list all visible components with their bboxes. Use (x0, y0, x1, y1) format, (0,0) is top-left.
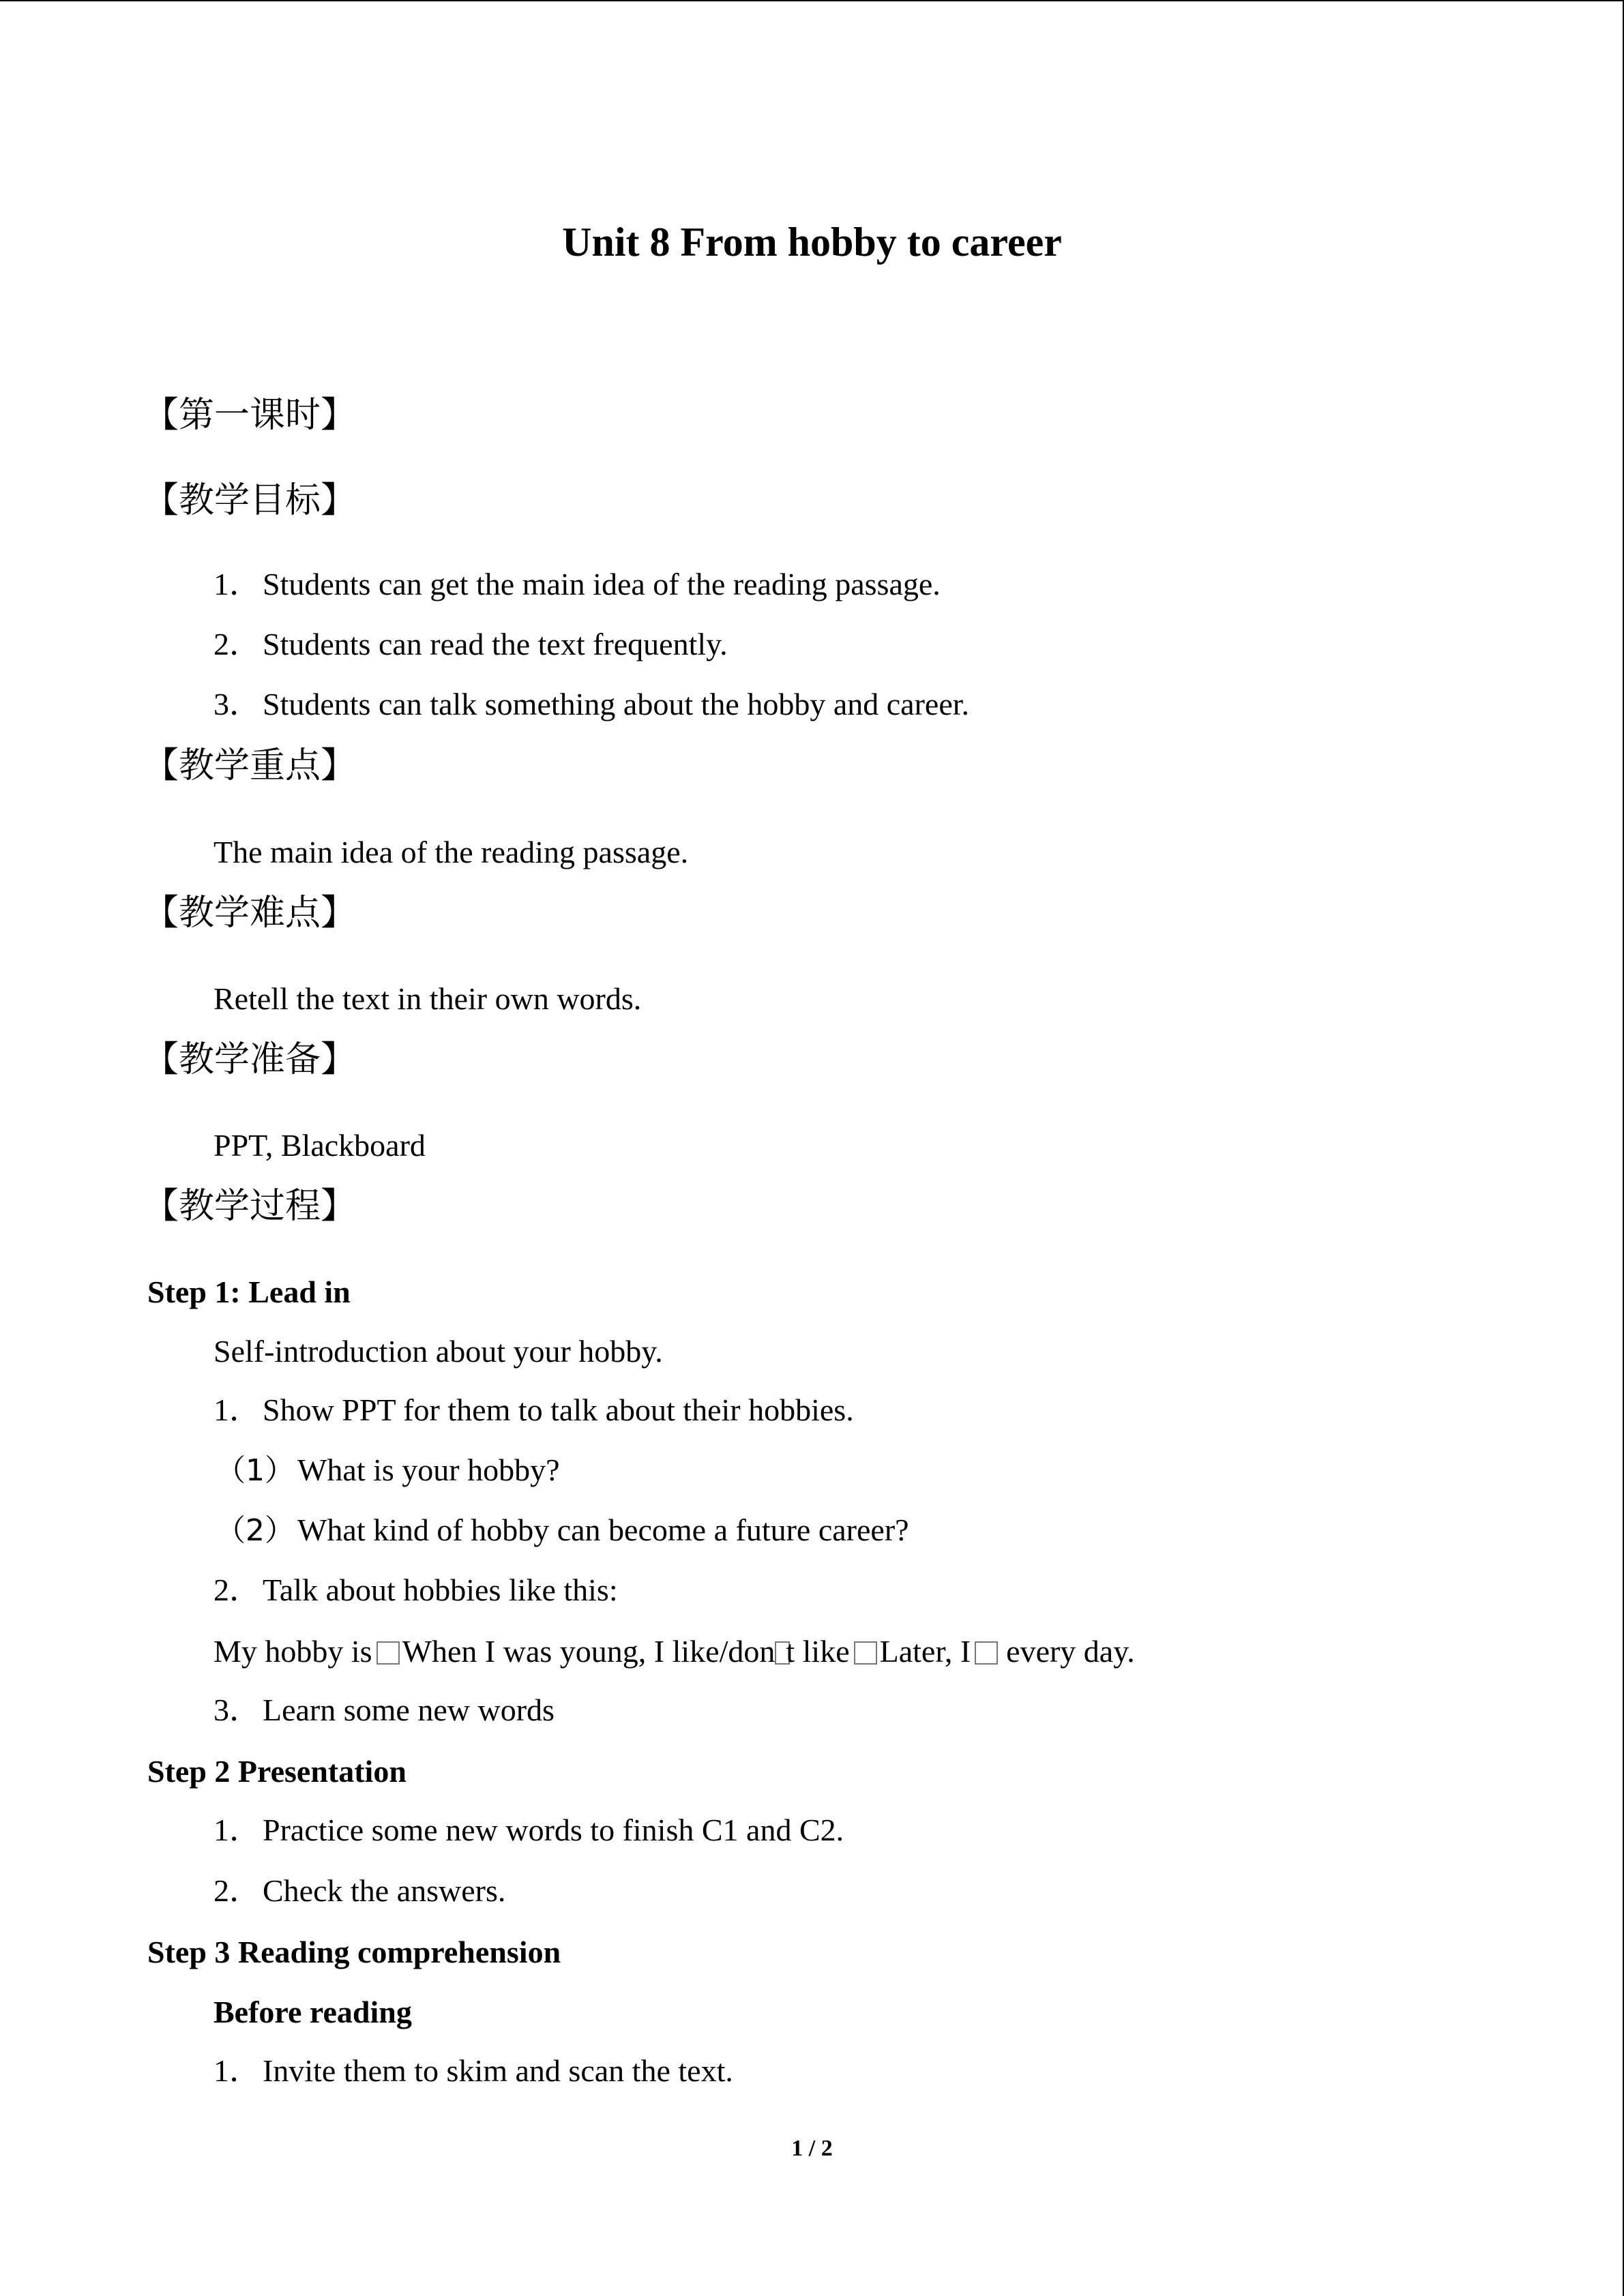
objective-item (213, 564, 941, 605)
objective-text: Students can talk something about the hobby and career. (263, 687, 970, 721)
template-part: every day. (1006, 1634, 1135, 1669)
objective-number: 1． (213, 567, 261, 601)
item-text: Learn some new words (263, 1693, 555, 1727)
heading-process: 【教学过程】 (143, 1186, 357, 1227)
step-3-item (213, 2051, 733, 2091)
item-number: 3． (213, 1693, 261, 1727)
item-text: Practice some new words to finish C1 and C2. (263, 1813, 844, 1847)
page-number: 1 / 2 (791, 2136, 833, 2161)
step-1-item (213, 1570, 618, 1611)
heading-objectives: 【教学目标】 (143, 480, 357, 521)
step-2-title: Step 2 Presentation (147, 1754, 407, 1789)
blank-box-icon (377, 1641, 400, 1665)
step-1-title: Step 1: Lead in (147, 1274, 351, 1309)
heading-difficulties: 【教学难点】 (143, 893, 357, 934)
question-number: （2） (216, 1513, 295, 1548)
blank-box-icon (975, 1641, 998, 1665)
document-title: Unit 8 From hobby to career (562, 220, 1062, 265)
question-number: （1） (216, 1453, 295, 1488)
template-part: Later, I (879, 1634, 971, 1669)
template-part: t like (786, 1634, 850, 1669)
question-text: What is your hobby? (297, 1452, 560, 1487)
item-text: Invite them to skim and scan the text. (263, 2053, 733, 2088)
item-text: Show PPT for them to talk about their hobbies. (263, 1392, 854, 1427)
item-number: 1． (213, 1813, 261, 1847)
step-1-intro: Self-introduction about your hobby. (213, 1334, 663, 1369)
step-1-item (213, 1690, 555, 1731)
item-text: Talk about hobbies like this: (263, 1572, 618, 1607)
key-point-text: The main idea of the reading passage. (213, 835, 689, 869)
blank-box-icon (854, 1641, 877, 1665)
question-item (216, 1450, 560, 1491)
objective-item (213, 624, 728, 665)
objective-text: Students can get the main idea of the reading passage. (263, 567, 941, 601)
objective-number: 3． (213, 687, 261, 721)
item-number: 2． (213, 1873, 261, 1908)
item-number: 1． (213, 1392, 261, 1427)
template-part: When I was young, I like/don (402, 1634, 776, 1669)
hobby-template-sentence (213, 1631, 1135, 1672)
item-number: 2． (213, 1572, 261, 1607)
step-2-item (213, 1810, 844, 1851)
heading-period: 【第一课时】 (143, 395, 357, 436)
heading-key-points: 【教学重点】 (143, 745, 357, 786)
difficulty-text: Retell the text in their own words. (213, 981, 642, 1016)
preparation-text: PPT, Blackboard (213, 1128, 426, 1163)
template-part: My hobby is (213, 1634, 372, 1669)
step-2-item (213, 1870, 505, 1911)
step-3-title: Step 3 Reading comprehension (147, 1935, 561, 1969)
heading-preparation: 【教学准备】 (143, 1039, 357, 1080)
objective-number: 2． (213, 627, 261, 661)
item-text: Check the answers. (263, 1873, 506, 1908)
step-3-subheading: Before reading (213, 1995, 412, 2029)
item-number: 1． (213, 2053, 261, 2088)
objective-item (213, 684, 969, 725)
question-item (216, 1510, 909, 1551)
objective-text: Students can read the text frequently. (263, 627, 728, 661)
step-1-item (213, 1390, 854, 1431)
question-text: What kind of hobby can become a future career? (297, 1512, 909, 1547)
